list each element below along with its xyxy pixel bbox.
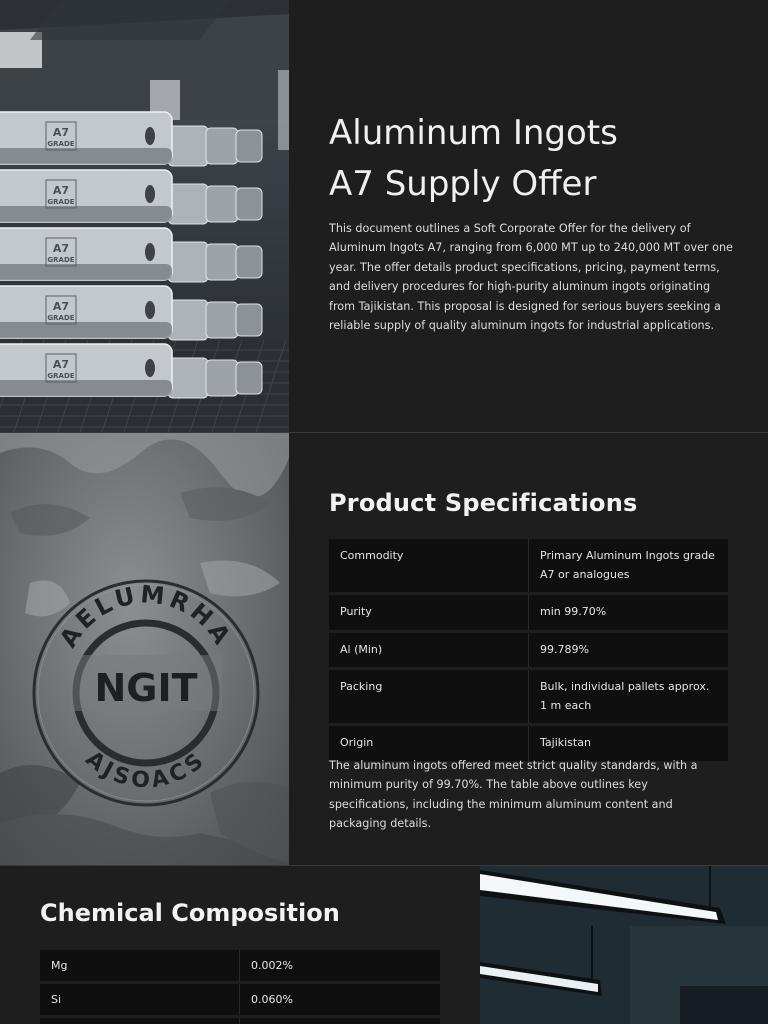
table-row — [329, 633, 728, 668]
element-value: 0.060% — [251, 993, 293, 1006]
ingot — [206, 244, 238, 280]
ingot-notch — [145, 359, 155, 377]
ingot-stamp-word: GRADE — [47, 256, 75, 264]
ceiling-lights-image — [480, 866, 768, 1024]
section-title: Product Specifications — [329, 489, 638, 517]
ingot — [206, 128, 238, 164]
title-line-1: Aluminum Ingots — [329, 113, 618, 153]
ingot — [236, 246, 262, 278]
ingot — [168, 126, 208, 166]
spec-key: Purity — [329, 595, 529, 630]
ingot — [206, 302, 238, 338]
ingots-illustration — [0, 0, 289, 432]
ingot — [168, 300, 208, 340]
stamped-metal-image — [0, 433, 289, 865]
slide-specifications — [0, 433, 768, 865]
svg-text:AJSOACS — [81, 746, 212, 793]
element-key — [40, 1018, 240, 1024]
ingot-shadow — [0, 380, 172, 396]
ingot — [168, 184, 208, 224]
page-title — [329, 108, 749, 210]
spec-key: Al (Min) — [329, 633, 529, 668]
ingot-stamp-word: GRADE — [47, 198, 75, 206]
stamp-top-text: AELUMRHA — [54, 580, 238, 653]
table-row — [329, 539, 728, 592]
ingot-shadow — [0, 148, 172, 164]
section-title: Chemical Composition — [40, 899, 340, 927]
lights-illustration — [480, 866, 768, 1024]
element-key: Mg — [40, 950, 240, 981]
ingot — [236, 130, 262, 162]
table-row — [40, 1018, 440, 1024]
spec-value: 99.789% — [540, 642, 589, 656]
table-row — [40, 984, 440, 1015]
element-key: Si — [40, 984, 240, 1015]
ingot-shadow — [0, 206, 172, 222]
ingot-stamp-grade: A7 — [52, 358, 70, 371]
spec-value: Bulk, individual pallets approx. 1 m each — [540, 680, 710, 712]
ingot-stamp-grade: A7 — [52, 242, 70, 255]
ingot-stamp-grade: A7 — [52, 300, 70, 313]
spec-value: Primary Aluminum Ingots grade A7 or analogues — [540, 549, 715, 581]
stamp-illustration — [0, 433, 289, 865]
slide-title — [0, 0, 768, 432]
element-value: 0.002% — [251, 959, 293, 972]
ingot-notch — [145, 301, 155, 319]
ingot-stamp-grade: A7 — [52, 126, 70, 139]
stamp-center-text: NGIT — [94, 666, 198, 710]
spec-key: Packing — [329, 670, 529, 723]
table-row — [329, 595, 728, 630]
ingot — [236, 188, 262, 220]
ingot-stamp-word: GRADE — [47, 314, 75, 322]
ingot-notch — [145, 243, 155, 261]
ingot-stamp-word: GRADE — [47, 372, 75, 380]
ingot — [206, 360, 238, 396]
table-row — [40, 950, 440, 981]
specifications-paragraph: The aluminum ingots offered meet strict quality standards, with a minimum purity of 99.70%. The table above outlines key specifications, including the minimum aluminum content and packaging details. — [329, 759, 698, 831]
ingot-notch — [145, 185, 155, 203]
spec-key: Commodity — [329, 539, 529, 592]
ingot-stamp-grade: A7 — [52, 184, 70, 197]
stamp-bottom-text: AJSOACS — [80, 746, 212, 794]
specifications-table — [329, 539, 728, 764]
spec-value: min 99.70% — [540, 605, 607, 618]
ingot — [168, 358, 208, 398]
ingot — [236, 304, 262, 336]
title-line-2: A7 Supply Offer — [329, 164, 597, 204]
ingot — [168, 242, 208, 282]
ingot-shadow — [0, 322, 172, 338]
spec-value: Tajikistan — [540, 736, 591, 749]
spec-key: Origin — [329, 726, 529, 761]
ingot — [206, 186, 238, 222]
slide-chemical-composition — [0, 866, 768, 1024]
ingot — [236, 362, 262, 394]
ingot-notch — [145, 127, 155, 145]
intro-paragraph: This document outlines a Soft Corporate Offer for the delivery of Aluminum Ingots A7, ranging from 6,000 MT up to 240,000 MT over one year. The offer details product specifications, pricing, payment terms, and delivery procedures for high-purity aluminum ingots originating from Tajikistan. This proposal is designed for serious buyers seeking a reliable supply of quality aluminum ingots for industrial applications. — [329, 222, 733, 333]
ingots-image — [0, 0, 289, 432]
table-row — [329, 670, 728, 723]
ingot-stamp-word: GRADE — [47, 140, 75, 148]
composition-table — [40, 950, 440, 1024]
ingot-shadow — [0, 264, 172, 280]
element-value — [240, 1018, 262, 1024]
